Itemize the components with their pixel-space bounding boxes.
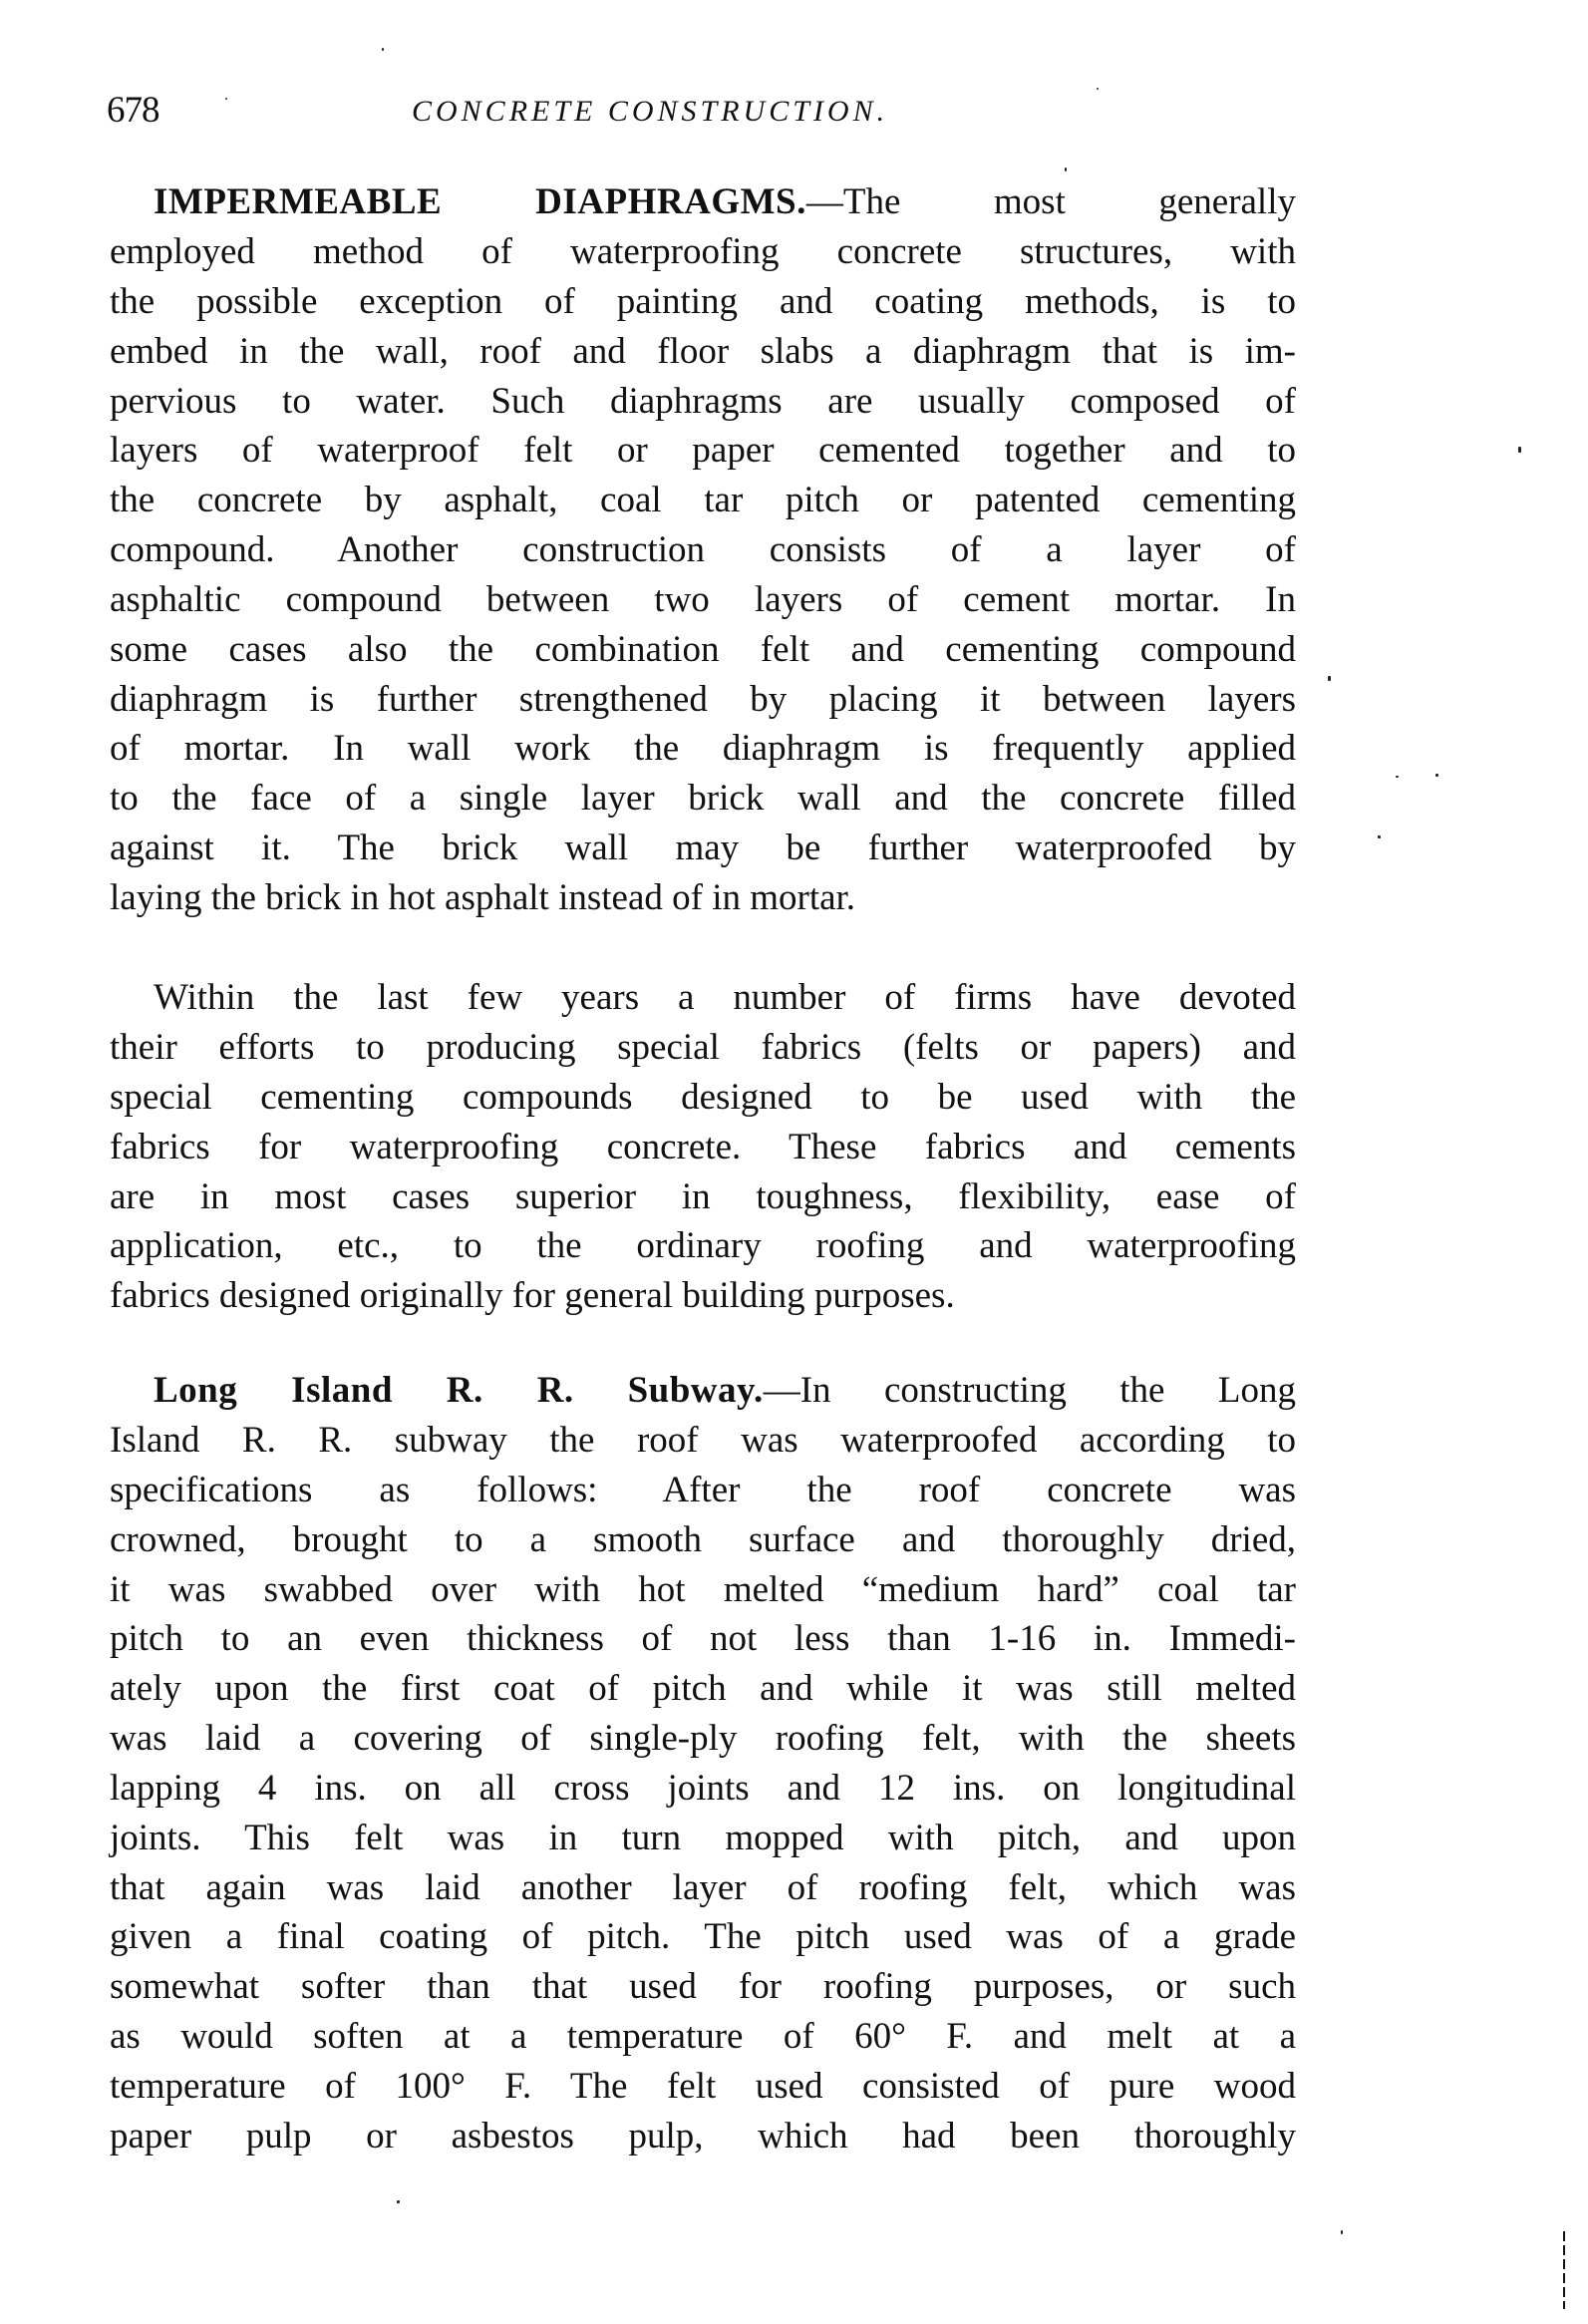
page-number: 678 [107, 90, 159, 131]
text-line: joints. This felt was in turn mopped with pitch, and upon [110, 1818, 1296, 1858]
text-line: pitch to an even thickness of not less than 1-16 in. Immedi- [110, 1618, 1296, 1659]
scan-speck [1378, 835, 1381, 838]
text-line: the possible exception of painting and coating methods, is to [110, 281, 1296, 322]
text-line: as would soften at a temperature of 60° F. and melt at a [110, 2016, 1296, 2057]
text-line: lapping 4 ins. on all cross joints and 12 ins. on longitudinal [110, 1768, 1296, 1809]
scan-speck [1328, 676, 1331, 681]
running-title: CONCRETE CONSTRUCTION. [412, 95, 889, 128]
text-line: Within the last few years a number of firms have devoted [154, 977, 1296, 1018]
text-line: employed method of waterproofing concrete structures, with [110, 231, 1296, 272]
text-line: embed in the wall, roof and floor slabs a diaphragm that is im- [110, 331, 1296, 372]
text-line: pervious to water. Such diaphragms are usually composed of [110, 381, 1296, 422]
text-line: laying the brick in hot asphalt instead of in mortar. [110, 877, 856, 918]
text-line: layers of waterproof felt or paper cemented together and to [110, 430, 1296, 471]
text-line: diaphragm is further strengthened by placing it between layers [110, 679, 1296, 720]
text-line: some cases also the combination felt and cementing compound [110, 629, 1296, 670]
text-line: given a final coating of pitch. The pitch used was of a grade [110, 1916, 1296, 1957]
scan-edge-mark [1563, 2231, 1565, 2309]
text-line: of mortar. In wall work the diaphragm is frequently applied [110, 728, 1296, 769]
text-line: compound. Another construction consists of a layer of [110, 529, 1296, 570]
text-line: paper pulp or asbestos pulp, which had been thoroughly [110, 2116, 1296, 2157]
scan-speck [397, 2200, 400, 2203]
text-line: ately upon the first coat of pitch and while it was still melted [110, 1668, 1296, 1709]
section-heading: Long Island R. R. Subway. [154, 1370, 764, 1411]
text-line: application, etc., to the ordinary roofing and waterproofing [110, 1225, 1296, 1266]
scan-speck [1435, 774, 1438, 777]
text-line: against it. The brick wall may be further waterproofed by [110, 828, 1296, 868]
scan-speck [1396, 776, 1399, 778]
text-line: it was swabbed over with hot melted “medium hard” coal tar [110, 1569, 1296, 1610]
text-line: that again was laid another layer of roofing felt, which was [110, 1867, 1296, 1908]
scan-speck [1097, 88, 1099, 90]
text-line: fabrics for waterproofing concrete. These fabrics and cements [110, 1127, 1296, 1167]
text-line: asphaltic compound between two layers of cement mortar. In [110, 579, 1296, 620]
scan-speck [382, 48, 384, 51]
text-line: special cementing compounds designed to be used with the [110, 1077, 1296, 1118]
scan-speck [225, 98, 227, 100]
scan-speck [1518, 447, 1521, 453]
text-line: specifications as follows: After the roof concrete was [110, 1470, 1296, 1510]
text-line: fabrics designed originally for general building purposes. [110, 1275, 955, 1316]
text-line: are in most cases superior in toughness, flexibility, ease of [110, 1176, 1296, 1217]
text-line: was laid a covering of single-ply roofing felt, with the sheets [110, 1718, 1296, 1759]
scan-speck [1065, 167, 1067, 171]
section-heading: IMPERMEABLE DIAPHRAGMS. [154, 181, 806, 222]
text-line: their efforts to producing special fabrics (felts or papers) and [110, 1027, 1296, 1068]
text-line: temperature of 100° F. The felt used consisted of pure wood [110, 2066, 1296, 2107]
text-line: crowned, brought to a smooth surface and thoroughly dried, [110, 1519, 1296, 1560]
text-line: Long Island R. R. Subway.—In constructing the Long [154, 1370, 1296, 1411]
scan-speck [1341, 2230, 1343, 2234]
text-line: somewhat softer than that used for roofing purposes, or such [110, 1966, 1296, 2007]
text-line: to the face of a single layer brick wall and the concrete filled [110, 778, 1296, 819]
text-line: IMPERMEABLE DIAPHRAGMS.—The most generally [154, 181, 1296, 222]
text-line: Island R. R. subway the roof was waterproofed according to [110, 1420, 1296, 1461]
text-line: the concrete by asphalt, coal tar pitch or patented cementing [110, 480, 1296, 520]
